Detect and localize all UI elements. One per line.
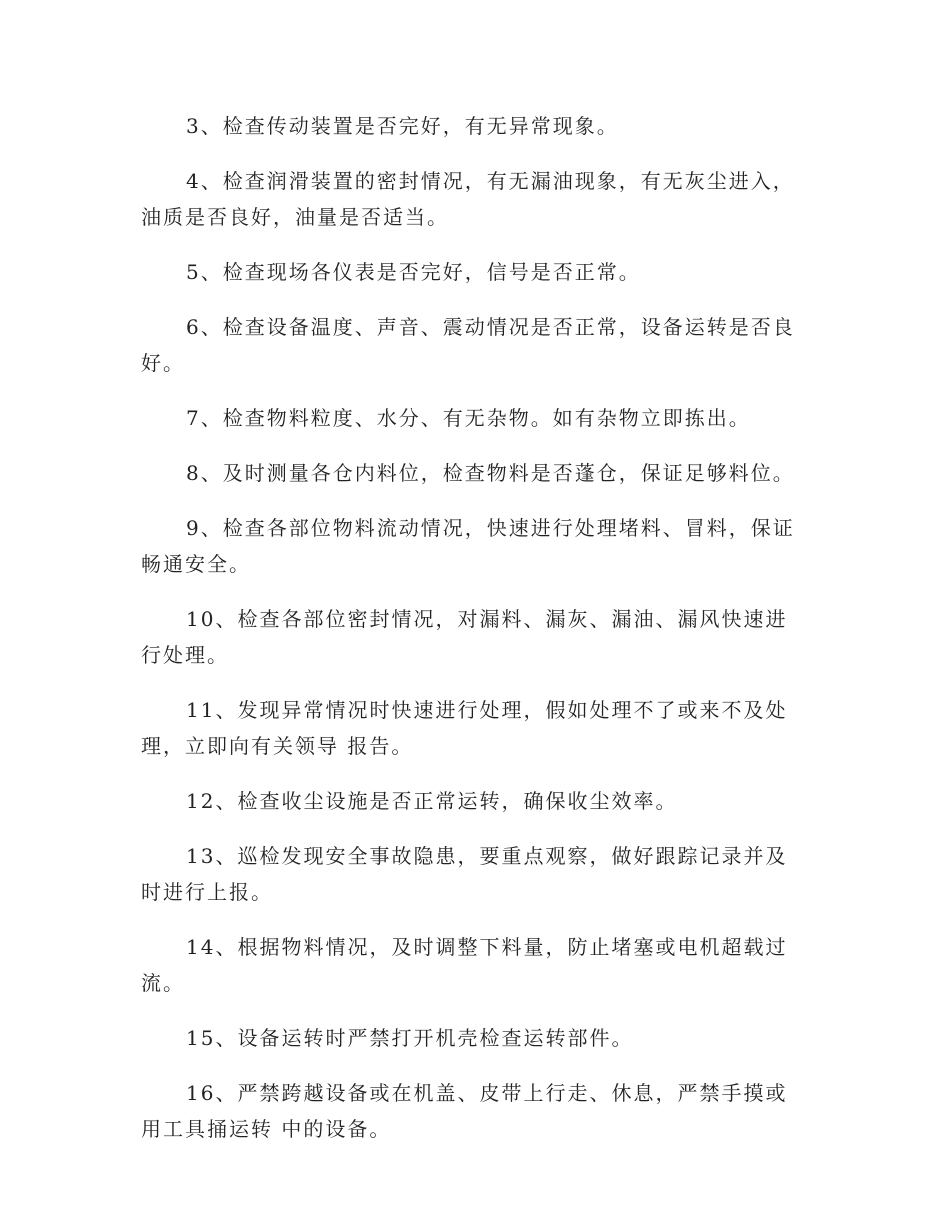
paragraph-item-10: 10、检查各部位密封情况，对漏料、漏灰、漏油、漏风快速进行处理。: [141, 607, 788, 667]
paragraph-item-7: 7、检查物料粒度、水分、有无杂物。如有杂物立即拣出。: [186, 406, 751, 430]
document-body: [141, 108, 809, 1166]
paragraph-item-3: 3、检查传动装置是否完好，有无异常现象。: [186, 114, 619, 138]
paragraph-item-9: 9、检查各部位物料流动情况，快速进行处理堵料、冒料，保证畅通安全。: [141, 516, 795, 576]
paragraph-item-11: 11、发现异常情况时快速进行处理，假如处理不了或来不及处理，立即向有关领导 报告。: [141, 698, 788, 758]
paragraph-item-12: 12、检查收尘设施是否正常运转，确保收尘效率。: [186, 789, 678, 813]
paragraph-item-13: 13、巡检发现安全事故隐患，要重点观察，做好跟踪记录并及时进行上报。: [141, 844, 788, 904]
paragraph-item-8: 8、及时测量各仓内料位，检查物料是否蓬仓，保证足够料位。: [186, 461, 795, 485]
paragraph-item-5: 5、检查现场各仪表是否完好，信号是否正常。: [186, 260, 641, 284]
paragraph-item-4: 4、检查润滑装置的密封情况，有无漏油现象，有无灰尘进入，油质是否良好，油量是否适当。: [141, 169, 795, 229]
paragraph-item-6: 6、检查设备温度、声音、震动情况是否正常，设备运转是否良好。: [141, 315, 795, 375]
paragraph-item-14: 14、根据物料情况，及时调整下料量，防止堵塞或电机超载过流。: [141, 935, 788, 995]
paragraph-item-15: 15、设备运转时严禁打开机壳检查运转部件。: [186, 1026, 634, 1050]
paragraph-item-16: 16、严禁跨越设备或在机盖、皮带上行走、休息，严禁手摸或用工具捅运转 中的设备。: [141, 1081, 788, 1141]
